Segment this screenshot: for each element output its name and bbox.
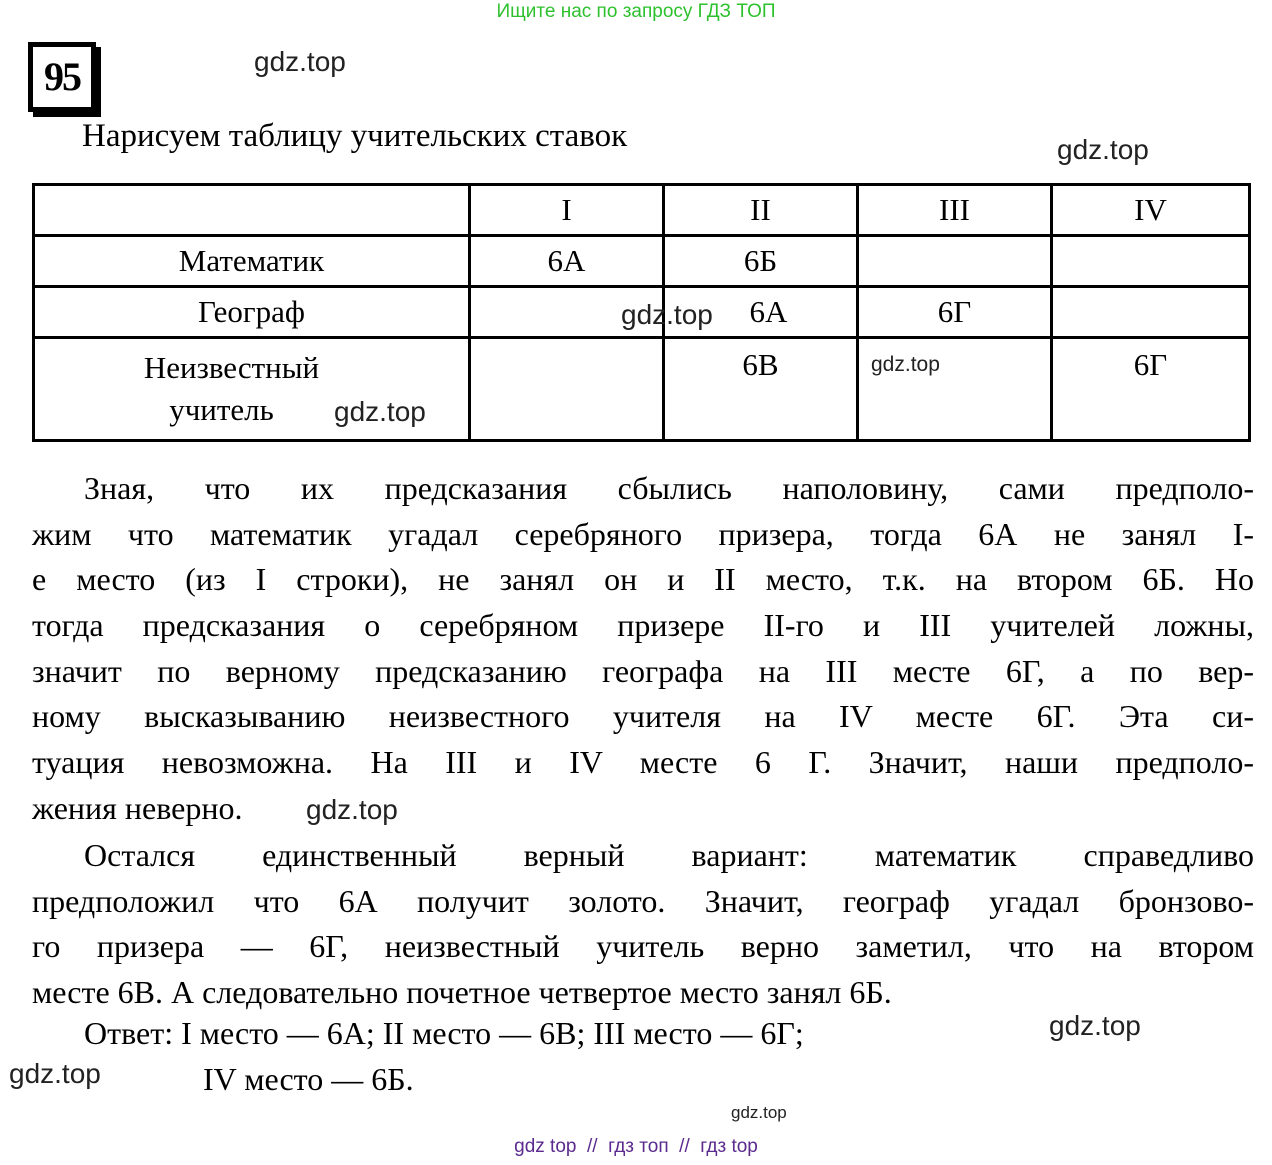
text-line: месте 6В. А следовательно почетное четвертое место занял 6Б.	[32, 974, 892, 1011]
table-cell	[470, 338, 664, 441]
table-cell	[858, 236, 1052, 287]
header-cell-empty	[34, 185, 470, 236]
watermark: gdz.top	[334, 396, 426, 427]
watermark: gdz.top	[9, 1058, 101, 1089]
watermark: gdz.top	[731, 1103, 787, 1122]
table-cell: 6А	[470, 236, 664, 287]
teacher-name-cell: Географ	[34, 287, 470, 338]
teacher-name-line2: учитель	[169, 392, 274, 427]
table-row	[34, 236, 1250, 287]
problem-number: 95	[28, 42, 96, 112]
watermark: gdz.top	[621, 299, 713, 330]
table-row	[34, 338, 1250, 441]
table-cell: 6В	[664, 338, 858, 441]
table-cell: 6А	[664, 287, 858, 338]
header-cell-place-3: III	[858, 185, 1052, 236]
watermark: gdz.top	[306, 794, 398, 825]
text-line: жения неверно.	[32, 789, 243, 826]
watermark: gdz.top	[254, 46, 346, 77]
text-line: Зная, что их предсказания сбылись наполовину, сами предполо-	[84, 470, 1254, 506]
section-heading: Нарисуем таблицу учительских ставок	[82, 118, 628, 154]
text-line: значит по верному предсказанию географа на III месте 6Г, а по вер-	[32, 652, 1254, 689]
text-line: жим что математик угадал серебряного призера, тогда 6А не занял I-	[32, 515, 1254, 552]
text-line: Остался единственный верный вариант: математик справедливо	[84, 837, 1254, 873]
answer-line-1: Ответ: I место — 6А; II место — 6В; III место — 6Г;	[84, 1015, 804, 1051]
text-line: тогда предсказания о серебряном призере II-го и III учителей ложны,	[32, 607, 1254, 644]
table-cell: 6Г	[858, 287, 1052, 338]
teacher-name-cell: Математик	[34, 236, 470, 287]
text-line: туация невозможна. На III и IV месте 6 Г. Значит, наши предполо-	[32, 744, 1254, 781]
watermark: gdz.top	[1057, 134, 1149, 165]
table-cell: 6Б	[664, 236, 858, 287]
teacher-name-line1: Неизвестный	[143, 350, 320, 385]
watermark: gdz.top	[1049, 1010, 1141, 1041]
table-cell	[1052, 236, 1250, 287]
text-line: е место (из I строки), не занял он и II место, т.к. на втором 6Б. Но	[32, 561, 1254, 598]
header-cell-place-1: I	[470, 185, 664, 236]
answer-line-2: IV место — 6Б.	[203, 1061, 414, 1097]
header-cell-place-4: IV	[1052, 185, 1250, 236]
text-line: го призера — 6Г, неизвестный учитель верно заметил, что на втором	[32, 928, 1254, 965]
text-line: предположил что 6А получит золото. Значит, географ угадал бронзово-	[32, 882, 1254, 919]
table-cell: 6Г	[1052, 338, 1250, 441]
table-header-row	[34, 185, 1250, 236]
table-cell	[1052, 287, 1250, 338]
header-cell-place-2: II	[664, 185, 858, 236]
text-line: ному высказыванию неизвестного учителя на IV месте 6Г. Эта си-	[32, 698, 1254, 735]
reasoning-paragraph-1	[32, 466, 1254, 832]
footer-links: gdz top // гдз топ // гдз top	[514, 1136, 758, 1157]
watermark: gdz.top	[871, 353, 940, 376]
reasoning-paragraph-2	[32, 833, 1254, 1016]
search-banner: Ищите нас по запросу ГДЗ ТОП	[496, 1, 776, 22]
